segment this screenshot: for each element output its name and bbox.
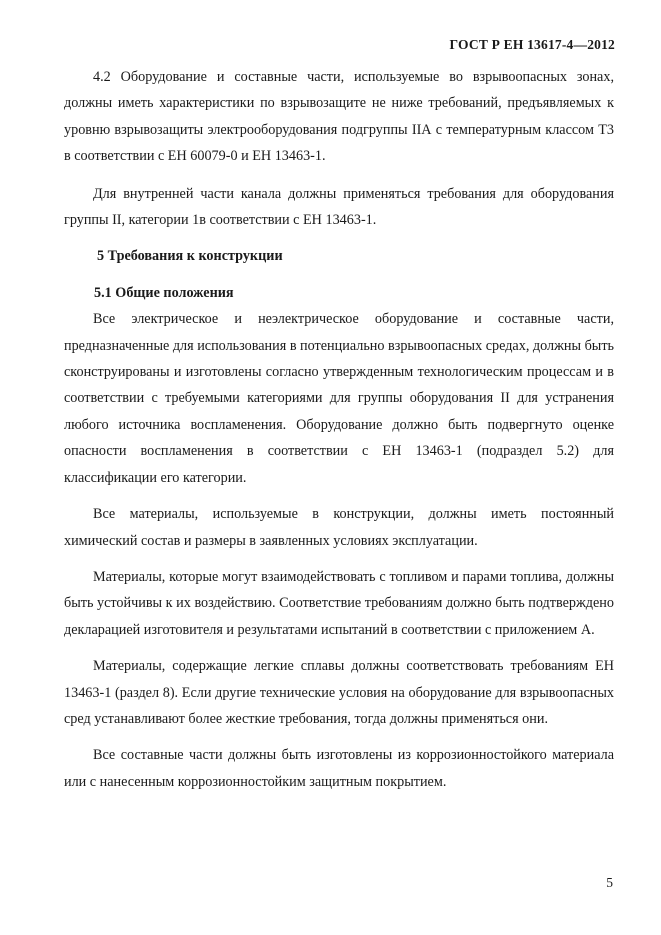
paragraph-fuel-resistance: Материалы, которые могут взаимодействовать с топливом и парами топлива, должны быть устойчивы к их воздействию. Соответствие требованиям должно быть подтверждено декларацией изготовителя и результатами испытаний в соответствии с приложением А. [64,568,614,638]
paragraph-materials-composition: Все материалы, используемые в конструкции, должны иметь постоянный химический состав и размеры в заявленных условиях эксплуатации. [64,506,614,549]
paragraph-general-equipment: Все электрическое и неэлектрическое оборудование и составные части, предназначенные для использования в потенциально взрывоопасных средах, должны быть сконструированы и изготовлены согласно утвержденным технологическим процессам и в соответствии с требуемыми категориями для группы оборудования II для устранения любого источника воспламенения. Оборудование должно быть подвергнуто оценке опасности воспламенения в соответствии с ЕН 13463-1 (подраздел 5.2) для классификации его категории. [64,311,615,486]
section-5-1-heading: 5.1 Общие положения [94,284,234,301]
paragraph-channel-requirements: Для внутренней части канала должны применяться требования для оборудования группы II, категории 1в соответствии с ЕН 13463-1. [64,185,614,229]
paragraph-corrosion-resistance: Все составные части должны быть изготовлены из коррозионностойкого материала или с нанесенным коррозионностойким защитным покрытием. [64,747,614,790]
paragraph-light-alloys: Материалы, содержащие легкие сплавы должны соответствовать требованиям ЕН 13463-1 (раздел 8). Если другие технические условия на оборудование для взрывоопасных сред устанавливают более жесткие требования, тогда должны применяться они. [64,658,614,727]
paragraph-4-2: 4.2 Оборудование и составные части, используемые во взрывоопасных зонах, должны иметь характеристики по взрывозащите не ниже требований, предъявляемых к уровню взрывозащиты электрооборудования подгруппы IIА с температурным классом Т3 в соответствии с ЕН 60079-0 и ЕН 13463-1. [64,69,614,165]
document-body [64,64,614,795]
section-5-heading: 5 Требования к конструкции [97,248,283,265]
page-number: 5 [606,875,613,890]
standard-code-header: ГОСТ Р ЕН 13617-4—2012 [449,37,615,52]
